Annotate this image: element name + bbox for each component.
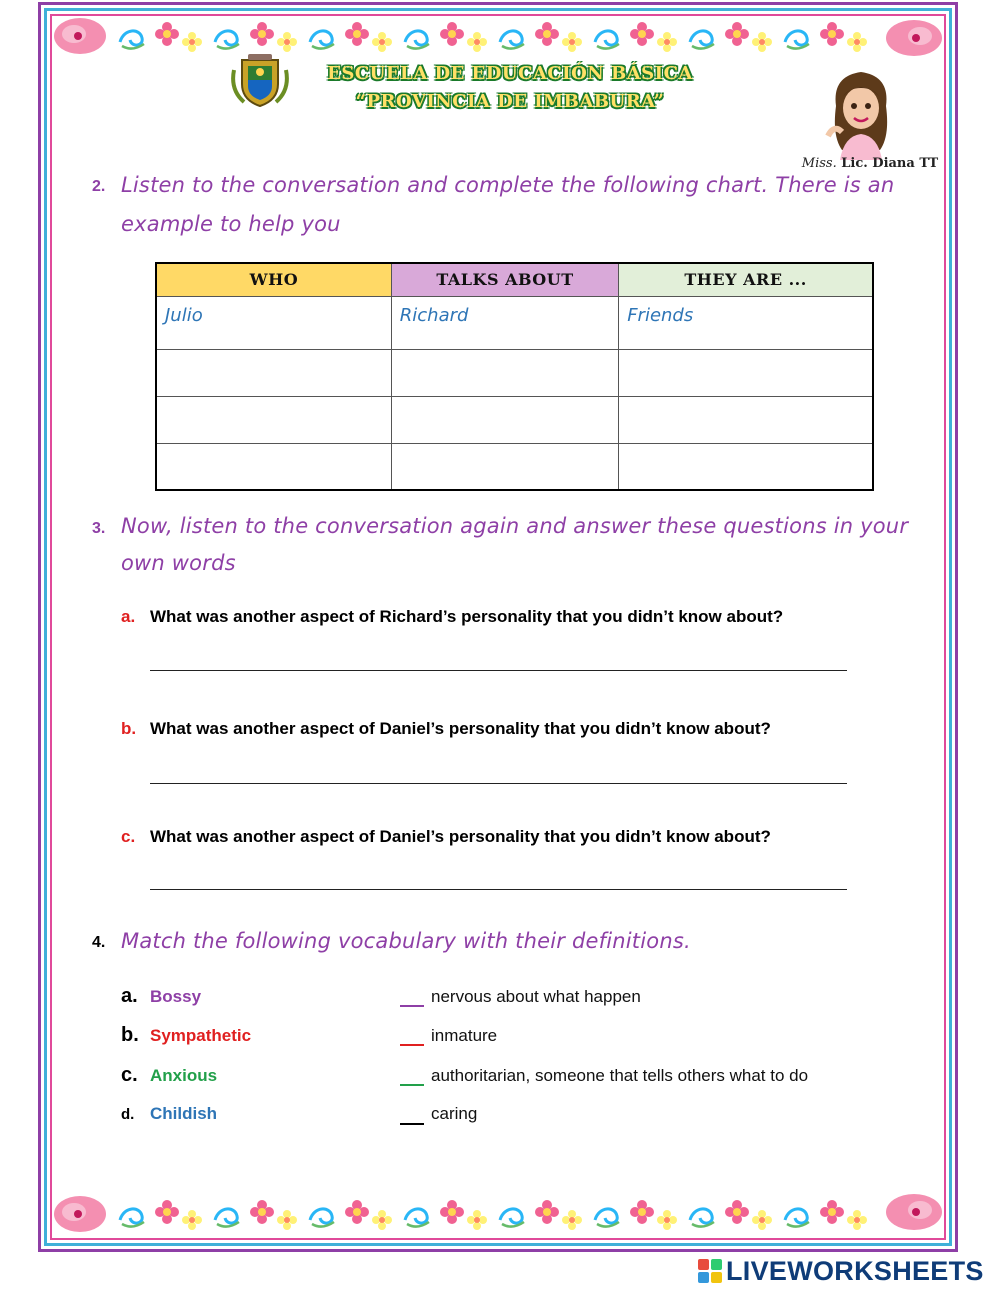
section-4-title: Match the following vocabulary with their definitions.: [121, 929, 691, 953]
liveworksheets-brand[interactable]: [698, 1256, 984, 1286]
vocab-c-letter: c.: [121, 1064, 138, 1086]
match-blank-c[interactable]: [400, 1084, 424, 1086]
chart-cell: Julio: [156, 296, 391, 349]
vocab-d-letter: d.: [121, 1106, 135, 1123]
conversation-chart: [155, 262, 874, 491]
chart-header-row: [156, 263, 873, 296]
match-blank-d[interactable]: [400, 1123, 424, 1125]
question-b-letter: b.: [121, 719, 137, 738]
school-name-line2: “PROVINCIA DE IMBABURA”: [355, 91, 665, 112]
chart-cell: Richard: [391, 296, 618, 349]
chart-example-row: [156, 296, 873, 349]
chart-input-cell[interactable]: [156, 443, 391, 490]
vocab-word-sympathetic: Sympathetic: [150, 1026, 252, 1045]
chart-input-cell[interactable]: [619, 443, 873, 490]
school-name: [300, 60, 720, 116]
chart-header-talks-about: TALKS ABOUT: [391, 263, 618, 296]
brand-name: LIVEWORKSHEETS: [726, 1255, 984, 1286]
section-2-line1: Listen to the conversation and complete the following chart. There is an: [121, 173, 895, 197]
answer-line-c[interactable]: [150, 889, 847, 890]
chart-row: [156, 349, 873, 396]
school-name-line1: ESCUELA DE EDUCACIÓN BÁSICA: [327, 63, 693, 84]
section-3-line2: own words: [121, 551, 236, 575]
vocab-b-letter: b.: [121, 1024, 139, 1046]
floral-border-top: [52, 16, 944, 60]
chart-cell: Friends: [619, 296, 873, 349]
question-a-letter: a.: [121, 607, 136, 626]
answer-line-a[interactable]: [150, 670, 847, 671]
vocab-word-bossy: Bossy: [150, 987, 202, 1006]
section-2-instructions: [121, 166, 894, 244]
teacher-prefix: Miss.: [801, 156, 837, 171]
chart-header-who: WHO: [156, 263, 391, 296]
section-3-number: 3.: [92, 520, 106, 537]
liveworksheets-logo-icon: [698, 1259, 722, 1283]
teacher-avatar: [818, 66, 904, 160]
definition-2: inmature: [431, 1026, 498, 1045]
question-c-letter: c.: [121, 827, 136, 846]
question-b-text: What was another aspect of Daniel’s personality that you didn’t know about?: [150, 719, 771, 738]
chart-row: [156, 443, 873, 490]
chart-header-they-are: THEY ARE ...: [619, 263, 873, 296]
teacher-name: Lic. Diana TT: [841, 156, 939, 171]
question-c-text: What was another aspect of Daniel’s personality that you didn’t know about?: [150, 827, 771, 846]
chart-input-cell[interactable]: [619, 349, 873, 396]
definition-4: caring: [431, 1104, 478, 1123]
question-a-text: What was another aspect of Richard’s personality that you didn’t know about?: [150, 607, 784, 626]
chart-input-cell[interactable]: [391, 349, 618, 396]
section-3-instructions: [121, 508, 908, 582]
section-2-line2: example to help you: [121, 212, 341, 236]
section-2-number: 2.: [92, 178, 106, 195]
vocab-word-childish: Childish: [150, 1104, 218, 1123]
chart-input-cell[interactable]: [391, 443, 618, 490]
definition-1: nervous about what happen: [431, 987, 641, 1006]
chart-input-cell[interactable]: [391, 396, 618, 443]
section-3-line1: Now, listen to the conversation again and answer these questions in your: [121, 514, 909, 538]
section-4-number: 4.: [92, 934, 106, 951]
vocab-a-letter: a.: [121, 985, 138, 1007]
definition-3: authoritarian, someone that tells others what to do: [431, 1066, 809, 1085]
match-blank-b[interactable]: [400, 1044, 424, 1046]
chart-row: [156, 396, 873, 443]
answer-line-b[interactable]: [150, 783, 847, 784]
floral-border-bottom: [52, 1192, 944, 1236]
school-crest-icon: [228, 50, 292, 110]
chart-input-cell[interactable]: [619, 396, 873, 443]
match-blank-a[interactable]: [400, 1005, 424, 1007]
chart-input-cell[interactable]: [156, 349, 391, 396]
vocab-word-anxious: Anxious: [150, 1066, 218, 1085]
chart-input-cell[interactable]: [156, 396, 391, 443]
